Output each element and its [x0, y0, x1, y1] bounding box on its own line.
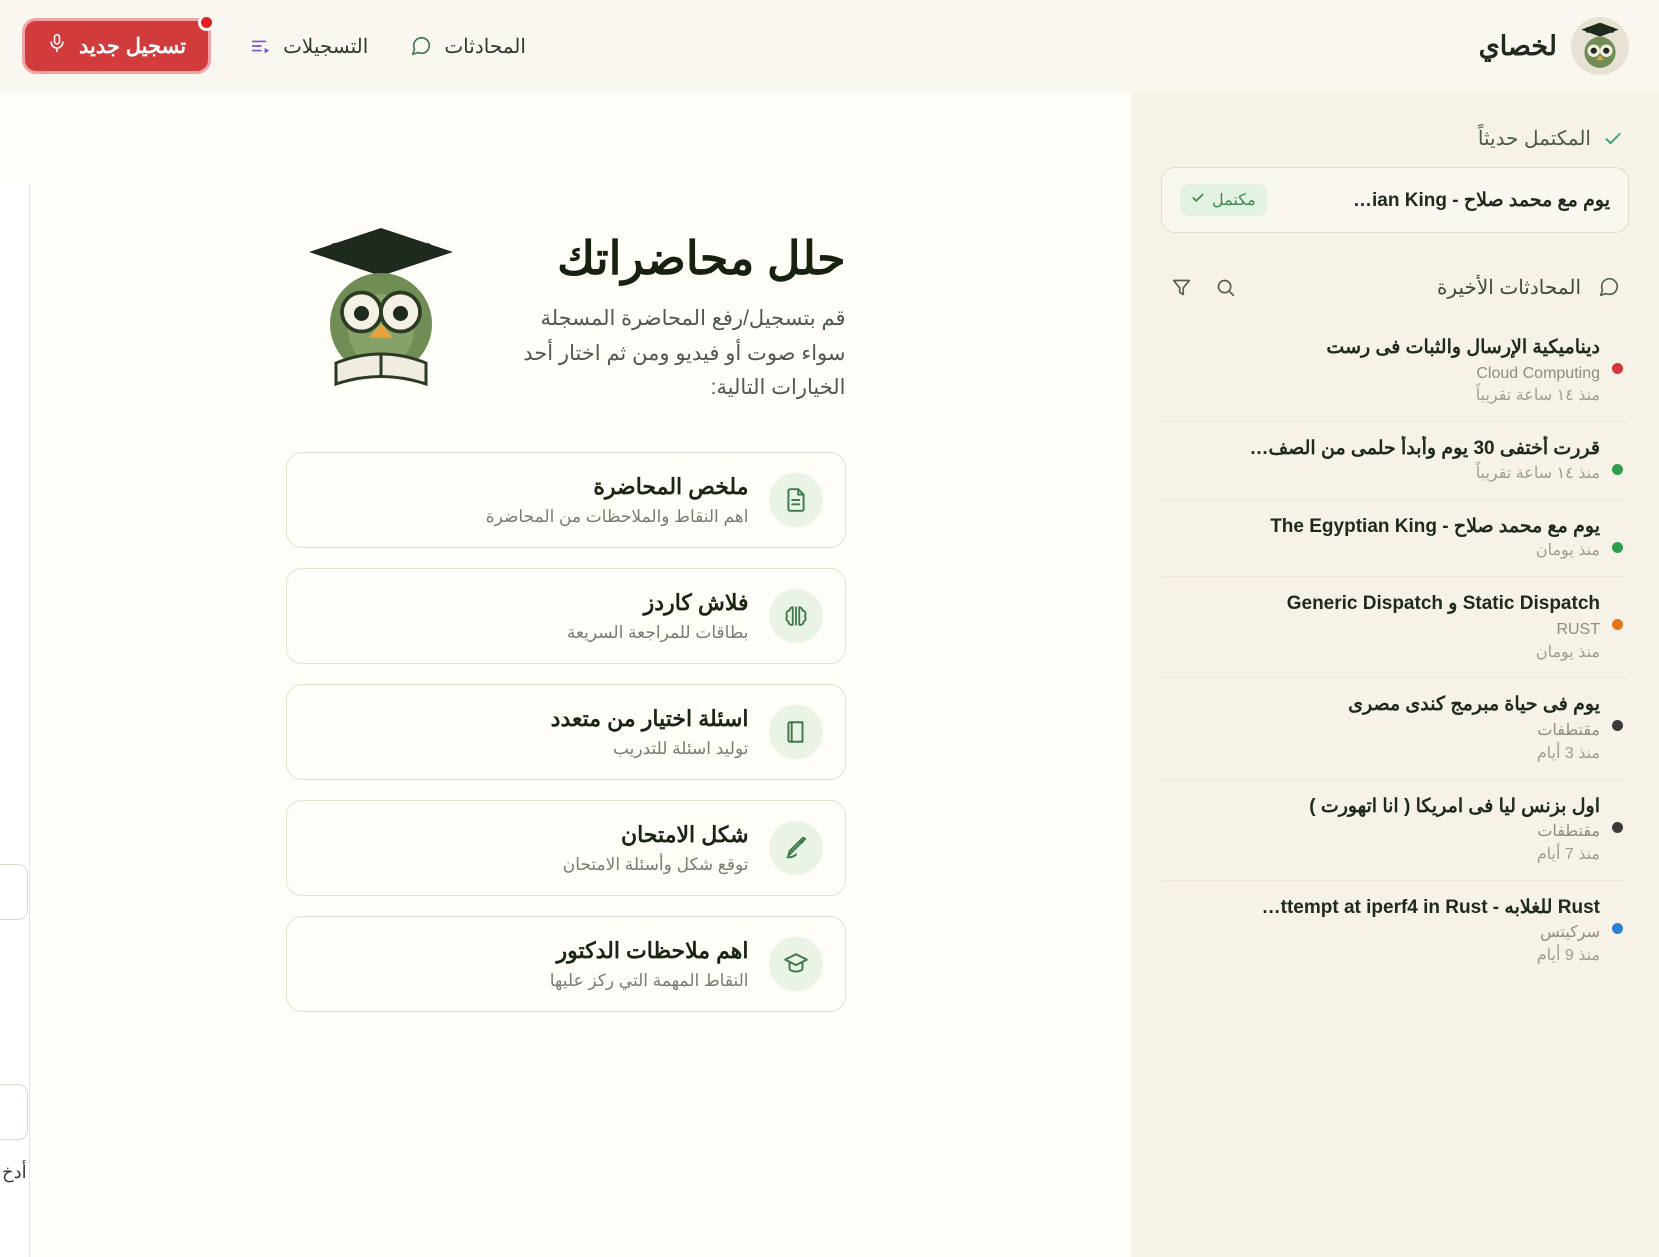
- check-small-icon: [1191, 191, 1205, 210]
- brand-name: لخصاي: [1478, 30, 1557, 61]
- status-dot: [1612, 363, 1623, 374]
- filter-icon[interactable]: [1165, 271, 1197, 303]
- option-subtitle: توقع شكل وأسئلة الامتحان: [562, 854, 749, 874]
- option-multiple-choice-questions[interactable]: [286, 684, 846, 780]
- nav-item-conversations[interactable]: [406, 28, 530, 65]
- list-item-texts: [1167, 895, 1600, 967]
- new-recording-button[interactable]: [22, 18, 211, 74]
- status-dot: [1612, 720, 1623, 731]
- status-dot: [1612, 542, 1623, 553]
- option-texts: [309, 473, 749, 527]
- background-window-sliver[interactable]: [0, 184, 30, 1257]
- list-item-time: منذ يومان: [1535, 643, 1600, 661]
- list-item[interactable]: [1161, 422, 1629, 499]
- completed-item-card[interactable]: [1161, 167, 1629, 233]
- conversations-sidebar: [1131, 92, 1659, 1257]
- recent-conversations-title: المحادثات الأخيرة: [1436, 276, 1581, 299]
- option-subtitle: بطاقات للمراجعة السريعة: [566, 622, 749, 642]
- nav-item-recordings[interactable]: [245, 28, 372, 65]
- list-item-title: Static Dispatch و Generic Dispatch: [1286, 593, 1600, 615]
- page-title: حلل محاضراتك: [557, 232, 846, 284]
- list-item[interactable]: [1161, 321, 1629, 422]
- playlist-icon: [249, 35, 271, 57]
- recently-completed-header: [1161, 120, 1629, 167]
- graduation-cap-icon: [769, 937, 823, 991]
- conversation-list: [1161, 321, 1629, 981]
- main-panel: [0, 92, 1131, 1257]
- top-bar: [0, 0, 1659, 92]
- recent-conversations-header: [1161, 263, 1629, 317]
- top-nav: [22, 18, 530, 74]
- hero-section: [286, 220, 846, 410]
- option-exam-format[interactable]: [286, 800, 846, 896]
- recent-header-title-group: [1437, 271, 1625, 303]
- option-professor-notes[interactable]: [286, 916, 846, 1012]
- list-item-time: منذ 3 أيام: [1536, 744, 1600, 762]
- list-item-time: منذ يومان: [1535, 542, 1600, 560]
- list-item-title: قررت أختفى 30 يوم وأبدأ حلمى من الصف…: [1249, 438, 1600, 460]
- recent-header-actions: [1165, 271, 1241, 303]
- brain-icon: [769, 589, 823, 643]
- option-lecture-summary[interactable]: [286, 452, 846, 548]
- list-item-subtitle: RUST: [1556, 620, 1600, 638]
- owl-reading-book-icon: [286, 220, 476, 410]
- option-title: شكل الامتحان: [621, 822, 749, 848]
- list-item-title: ديناميكية الإرسال والثبات فى رست: [1326, 337, 1600, 358]
- list-item[interactable]: [1161, 881, 1629, 981]
- search-icon[interactable]: [1209, 271, 1241, 303]
- list-item-texts: [1167, 591, 1600, 663]
- list-item-time: منذ 7 أيام: [1536, 846, 1600, 864]
- pen-tag-icon: [769, 821, 823, 875]
- list-item-texts: [1167, 692, 1600, 764]
- check-icon: [1603, 129, 1623, 149]
- status-dot: [1612, 923, 1623, 934]
- list-item[interactable]: [1161, 780, 1629, 881]
- list-item-texts: [1167, 335, 1600, 407]
- option-title: فلاش كاردز: [643, 590, 749, 616]
- option-title: اسئلة اختيار من متعدد: [550, 706, 749, 732]
- hero-text: [502, 220, 846, 406]
- book-icon: [769, 705, 823, 759]
- list-item[interactable]: [1161, 678, 1629, 779]
- background-window-card: [0, 864, 28, 920]
- microphone-icon: [47, 33, 67, 59]
- status-dot: [1612, 619, 1623, 630]
- list-item-subtitle: مقتطفات: [1537, 823, 1600, 841]
- brand: [1479, 17, 1629, 75]
- option-texts: [309, 589, 749, 643]
- background-window-text: أدخ: [2, 1162, 27, 1182]
- option-title: ملخص المحاضرة: [593, 474, 749, 500]
- nav-item-recordings-label: التسجيلات: [283, 35, 369, 58]
- document-icon: [769, 473, 823, 527]
- chat-bubble-icon: [410, 35, 432, 57]
- status-badge: [1180, 184, 1267, 216]
- chat-bubble-icon: [1593, 271, 1625, 303]
- list-item-time: منذ ١٤ ساعة تقريباً: [1475, 464, 1600, 482]
- completed-item-title: يوم مع محمد صلاح - ian King…: [1353, 189, 1610, 211]
- list-item-title: اول بزنس ليا فى امريكا ( انا اتهورت ): [1309, 795, 1600, 817]
- status-badge-label: مكتمل: [1212, 192, 1256, 209]
- nav-item-conversations-label: المحادثات: [444, 35, 526, 58]
- recently-completed-title: المكتمل حديثاً: [1477, 128, 1591, 150]
- background-window-card: [0, 1084, 28, 1140]
- status-dot: [1612, 822, 1623, 833]
- list-item-time: منذ 9 أيام: [1536, 947, 1600, 965]
- option-subtitle: النقاط المهمة التي ركز عليها: [549, 970, 749, 990]
- recording-indicator-dot: [198, 14, 215, 31]
- list-item-title: يوم مع محمد صلاح - The Egyptian King: [1270, 515, 1600, 537]
- list-item-title: Rust للغلابه - ttempt at iperf4 in Rust…: [1261, 896, 1600, 918]
- option-texts: [309, 821, 749, 875]
- list-item[interactable]: [1161, 577, 1629, 678]
- option-texts: [309, 937, 749, 991]
- hero-wrapper: [286, 220, 846, 1032]
- list-item-subtitle: مقتطفات: [1537, 721, 1600, 739]
- body: [0, 92, 1659, 1257]
- option-flashcards[interactable]: [286, 568, 846, 664]
- page-subtitle: قم بتسجيل/رفع المحاضرة المسجلة سواء صوت أو فيديو ومن ثم اختار أحد الخيارات التالية:: [523, 307, 846, 400]
- list-item-texts: [1167, 436, 1600, 484]
- list-item-texts: [1167, 794, 1600, 866]
- list-item-subtitle: Cloud Computing: [1476, 364, 1600, 382]
- list-item[interactable]: [1161, 500, 1629, 577]
- option-texts: [309, 705, 749, 759]
- option-subtitle: توليد اسئلة للتدريب: [612, 738, 749, 758]
- option-title: اهم ملاحظات الدكتور: [556, 938, 749, 964]
- list-item-time: منذ ١٤ ساعة تقريباً: [1475, 387, 1600, 405]
- list-item-texts: [1167, 514, 1600, 562]
- option-subtitle: اهم النقاط والملاحظات من المحاضرة: [485, 506, 749, 526]
- status-dot: [1612, 464, 1623, 475]
- list-item-subtitle: سركيتس: [1540, 924, 1600, 942]
- list-item-title: يوم فى حياة مبرمج كندى مصرى: [1348, 694, 1600, 716]
- owl-graduate-avatar-icon: [1571, 17, 1629, 75]
- new-recording-label: تسجيل جديد: [79, 34, 187, 58]
